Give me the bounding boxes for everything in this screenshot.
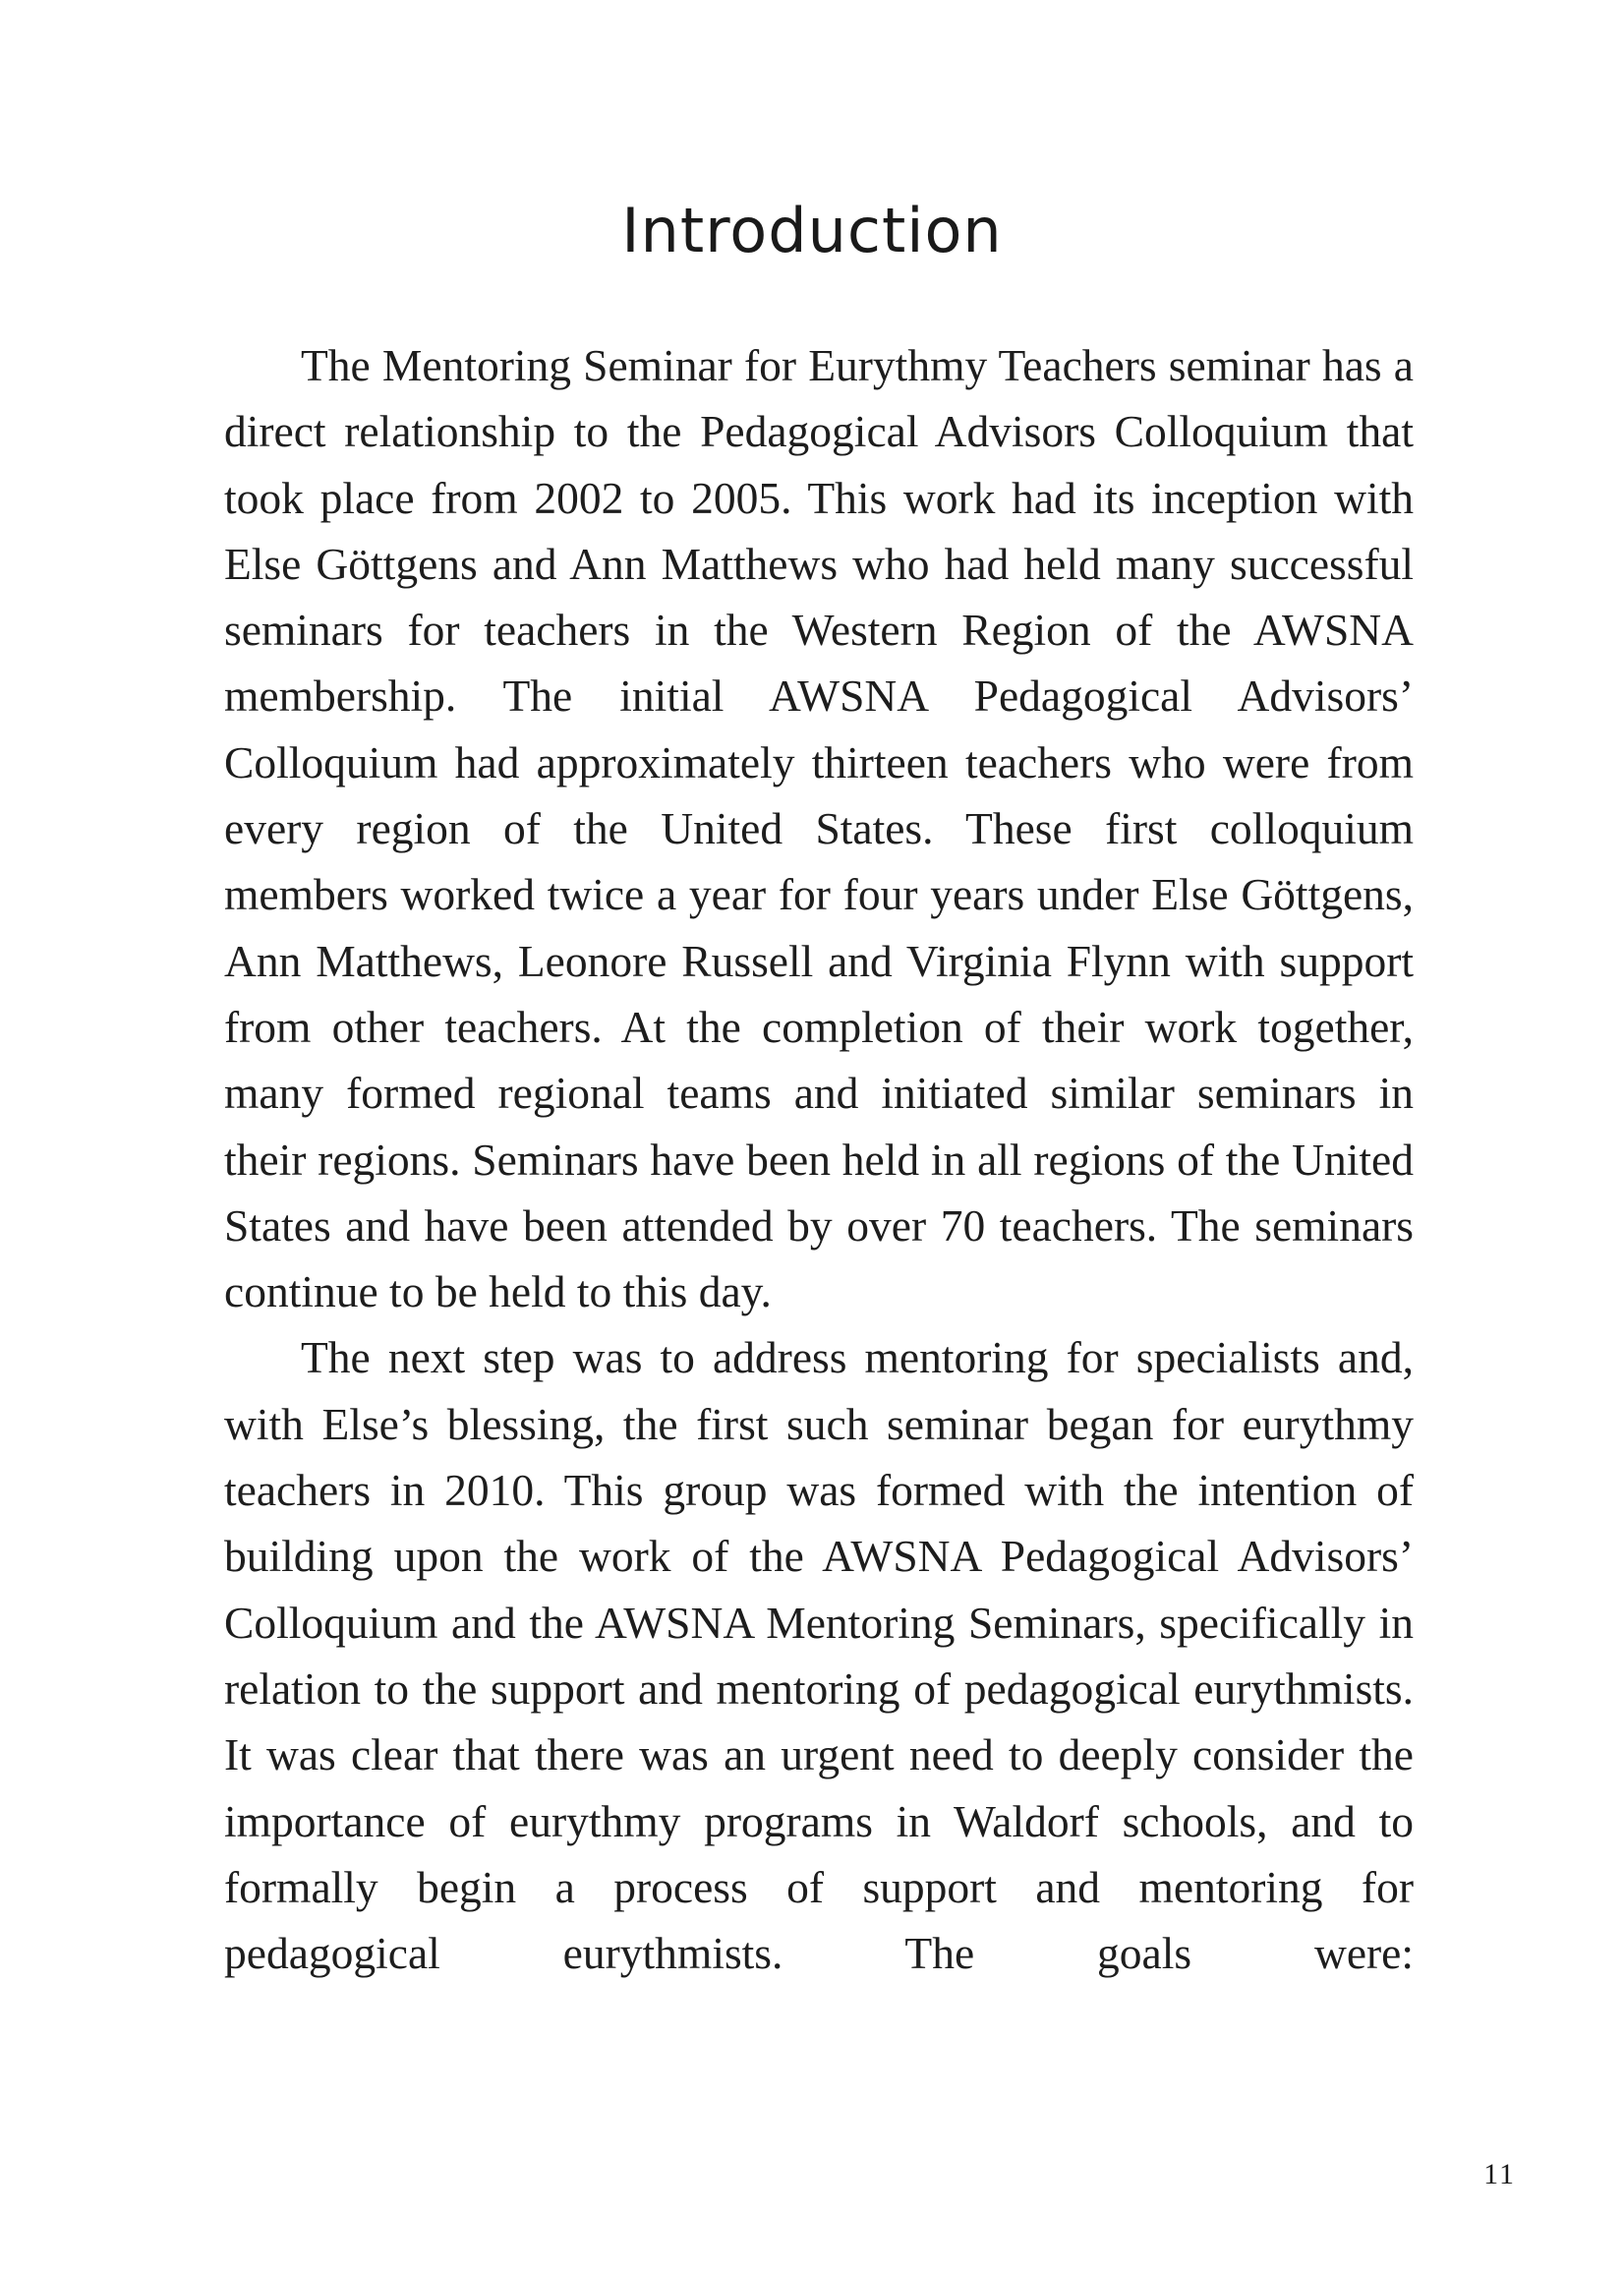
chapter-title: Introduction xyxy=(621,195,1003,266)
page-number: 11 xyxy=(1483,2158,1516,2190)
paragraph: The Mentoring Seminar for Eurythmy Teachers seminar has a direct relationship to the Pedagogical Advisors Colloquium that took place from 2002 to 2005. This work had its inception with Else Göttgens and Ann Matthews who had held many successful seminars for teachers in the Western Region of the AWSNA membership. The initial AWSNA Pedagogical Advisors’ Colloquium had approximately thirteen teachers who were from every region of the United States. These first colloquium members worked twice a year for four years under Else Göttgens, Ann Matthews, Leonore Russell and Virginia Flynn with support from other teachers. At the completion of their work together, many formed regional teams and initiated similar seminars in their regions. Seminars have been held in all regions of the United States and have been attended by over 70 teachers. The seminars continue to be held to this day. xyxy=(224,340,1414,1317)
paragraph: The next step was to address mentoring for specialists and, with Else’s blessing, the first such seminar began for eurythmy teachers in 2010. This group was formed with the intention of building upon the work of the AWSNA Pedagogical Advisors’ Colloquium and the AWSNA Mentoring Seminars, specifically in relation to the support and mentoring of pedagogical eurythmists. It was clear that there was an urgent need to deeply consider the importance of eurythmy programs in Waldorf schools, and to formally begin a process of support and mentoring for pedagogical eurythmists. The goals were: xyxy=(224,1332,1414,1979)
body-text xyxy=(224,332,1414,1986)
